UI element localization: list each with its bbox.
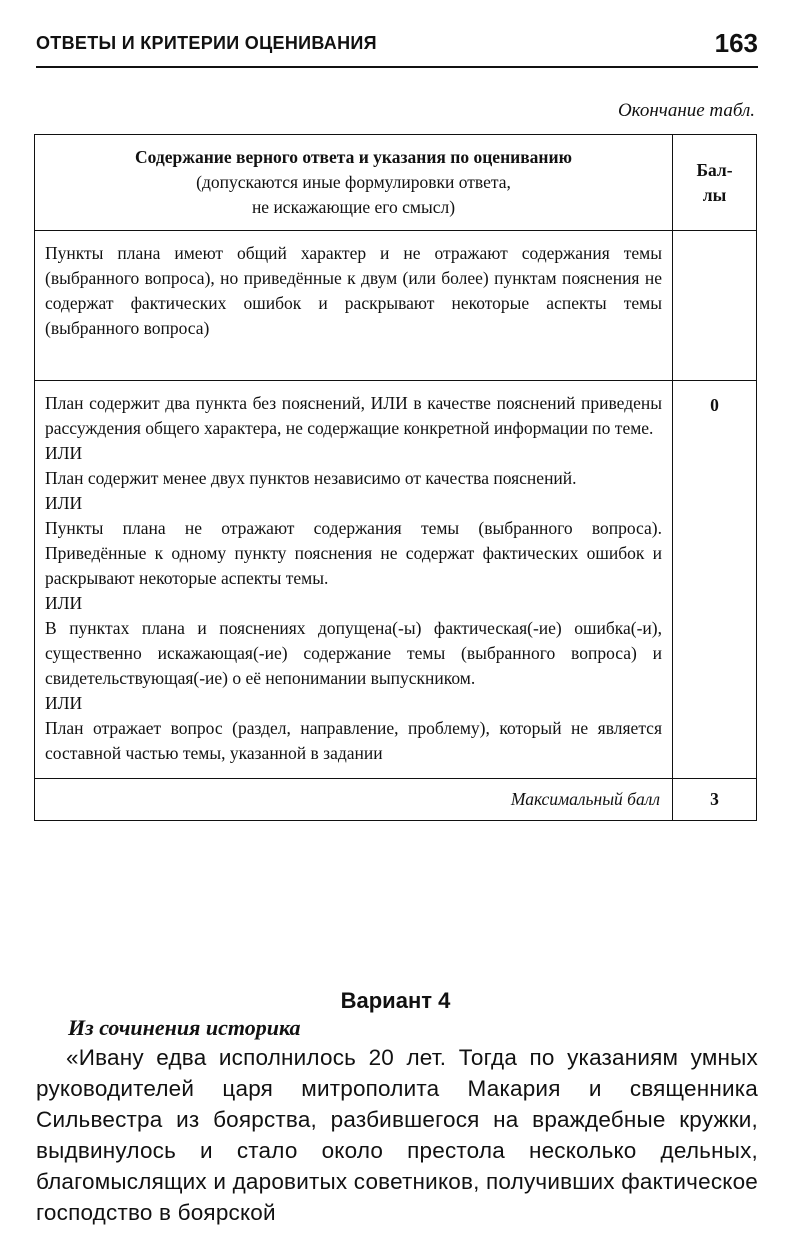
content-header-line3: не искажающие его смысл) <box>251 197 456 217</box>
max-score-value: 3 <box>673 779 757 821</box>
page-header <box>36 22 758 68</box>
table-continuation-note: Окончание табл. <box>617 100 755 121</box>
content-header-line2: (допускаются иные формулировки ответа, <box>196 172 511 192</box>
table-row-zero <box>35 381 757 779</box>
row-text: Пункты плана имеют общий характер и не отражают содержания темы (выбранного вопроса), но приведённые к двум (или более) пунктам пояснения не содержат фактических ошибок и раскрывают некоторые аспекты темы (выбранного вопроса) <box>45 243 662 338</box>
essay-heading: Из сочинения историка <box>68 1015 301 1040</box>
or-separator: ИЛИ <box>45 493 83 513</box>
content-header-bold: Содержание верного ответа и указания по оцениванию <box>135 147 572 167</box>
or-separator: ИЛИ <box>45 593 83 613</box>
row-score-zero: 0 <box>673 381 757 779</box>
page-number: 163 <box>714 28 758 58</box>
criterion-text: В пунктах плана и пояснениях допущена(-ы) фактическая(-ие) ошибка(-и), существенно искажающая(-ие) содержание темы (выбранного вопроса) и свидетельствующая(-ие) о её непонимании выпускником. <box>45 618 662 688</box>
criterion-text: План отражает вопрос (раздел, направление, проблему), который не является составной частью темы, указанной в задании <box>45 718 662 763</box>
criterion-text: План содержит два пункта без пояснений, ИЛИ в качестве пояснений приведены рассуждения общего характера, не содержащие конкретной информации по теме. <box>45 393 662 438</box>
criterion-text: План содержит менее двух пунктов независимо от качества пояснений. <box>45 468 577 488</box>
row-content <box>35 231 673 381</box>
running-title: ОТВЕТЫ И КРИТЕРИИ ОЦЕНИВАНИЯ <box>36 33 377 53</box>
criterion-text: Пункты плана не отражают содержания темы (выбранного вопроса). Приведённые к одному пункту пояснения не содержат фактических ошибок и раскрывают некоторые аспекты темы. <box>45 518 662 588</box>
or-separator: ИЛИ <box>45 693 83 713</box>
max-score-label: Максимальный балл <box>35 779 673 821</box>
or-separator: ИЛИ <box>45 443 83 463</box>
row-score <box>673 231 757 381</box>
score-header-label: Бал- лы <box>696 159 733 205</box>
variant-heading: Вариант 4 <box>340 988 451 1013</box>
row-content-zero <box>35 381 673 779</box>
table-header-row <box>35 135 757 231</box>
score-column-header <box>673 135 757 231</box>
essay-text: «Ивану едва исполнилось 20 лет. Тогда по указаниям умных руководителей царя митрополита Макария и священника Сильвестра из боярства, разбившегося на враждебные кружки, выдвинулось и стало около престола несколько дельных, благомыслящих и даровитых советников, получивших фактическое господство в боярской <box>36 1045 758 1225</box>
content-column-header <box>35 135 673 231</box>
criteria-table <box>34 134 757 821</box>
max-score-row <box>35 779 757 821</box>
table-row <box>35 231 757 381</box>
